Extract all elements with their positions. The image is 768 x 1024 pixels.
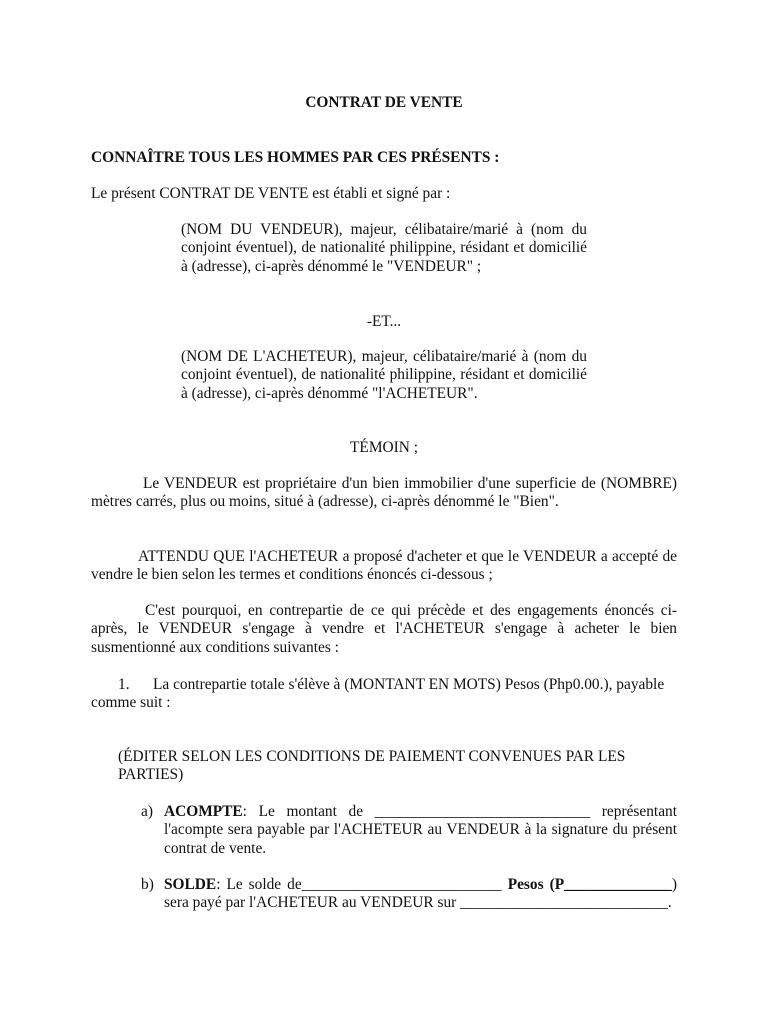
edit-note: (ÉDITER SELON LES CONDITIONS DE PAIEMENT CONVENUES PAR LES PARTIES) [118,748,626,784]
item-1 [91,676,677,713]
et-separator: -ET... [366,313,402,330]
item-b-text1: : Le solde de__________________________ [216,876,508,893]
section-heading: CONNAÎTRE TOUS LES HOMMES PAR CES PRÉSENTS : [91,149,500,166]
item-a [164,803,677,858]
pourquoi-paragraph: C'est pourquoi, en contrepartie de ce qui précède et des engagements énoncés ci-après, le VENDEUR s'engage à vendre et l'ACHETEUR s'engage à acheter le bien susmentionné aux conditions suivantes : [91,602,677,656]
seller-block: (NOM DU VENDEUR), majeur, célibataire/marié à (nom du conjoint éventuel), de nationalité philippine, résidant et domicilié à (adresse), ci-après dénommé le "VENDEUR" ; [181,221,587,275]
item-1-text: La contrepartie totale s'élève à (MONTANT EN MOTS) Pesos (Php0.00.), payable comme suit : [91,676,665,712]
item-b-term: SOLDE [164,876,217,893]
attendu-paragraph: ATTENDU QUE l'ACHETEUR a proposé d'acheter et que le VENDEUR a accepté de vendre le bien selon les termes et conditions énoncés ci-dessous ; [91,548,677,584]
temoin-heading: TÉMOIN ; [350,439,418,456]
item-a-term: ACOMPTE [164,803,243,820]
item-a-text: : Le montant de ____________________________ représentant l'acompte sera payable par l'ACHETEUR au VENDEUR à la signature du présent contrat de vente. [164,803,677,857]
item-a-marker: a) [141,803,153,820]
item-1-number: 1. [118,676,130,693]
document-title: CONTRAT DE VENTE [305,94,463,111]
intro-line: Le présent CONTRAT DE VENTE est établi et signé par : [91,185,451,202]
buyer-block: (NOM DE L'ACHETEUR), majeur, célibataire/marié à (nom du conjoint éventuel), de nationalité philippine, résidant et domicilié à (adresse), ci-après dénommé "l'ACHETEUR". [181,348,587,402]
item-b-marker: b) [141,876,154,893]
item-b-pesos: Pesos (P______________ [507,876,672,893]
item-b-text2: ) sera payé par l'ACHETEUR au VENDEUR sur ___________________________. [164,876,677,912]
item-b [164,876,677,913]
property-paragraph: Le VENDEUR est propriétaire d'un bien immobilier d'une superficie de (NOMBRE) mètres carrés, plus ou moins, situé à (adresse), ci-après dénommé le "Bien". [91,475,677,511]
